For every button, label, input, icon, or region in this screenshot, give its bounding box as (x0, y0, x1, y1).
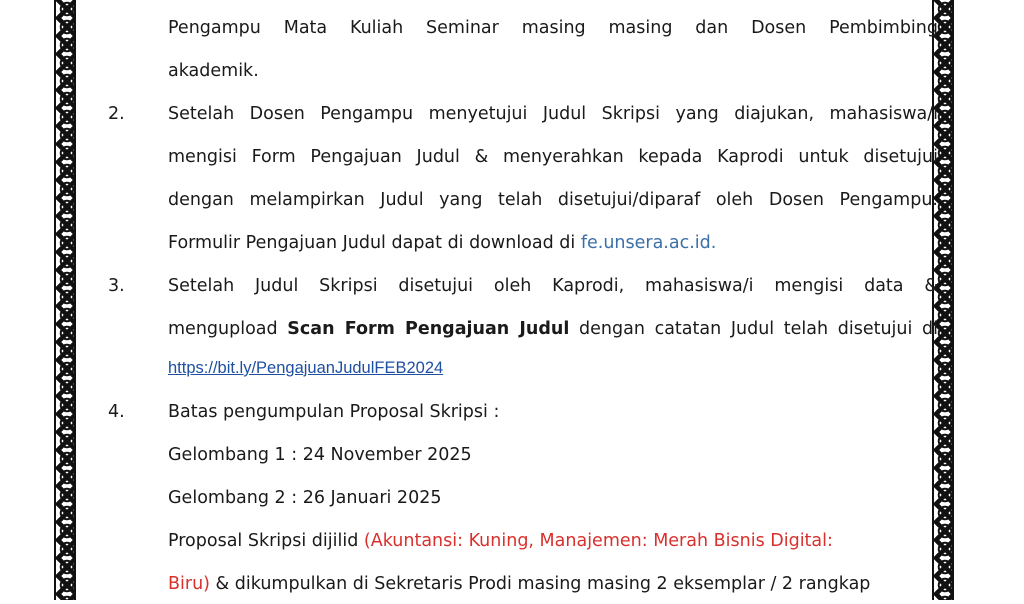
paragraph-line: mengisi Form Pengajuan Judul & menyerahkan kepada Kaprodi untuk disetujui (168, 147, 938, 167)
highlighted-text: (Akuntansi: Kuning, Manajemen: Merah Bisnis Digital: (363, 531, 833, 551)
paragraph-text: mengupload (168, 319, 288, 339)
list-number: 3. (108, 276, 125, 296)
paragraph-line (168, 564, 870, 604)
paragraph-line: Setelah Dosen Pengampu menyetujui Judul Skripsi yang diajukan, mahasiswa/i (168, 104, 938, 124)
registration-url-link[interactable]: https://bit.ly/PengajuanJudulFEB2024 (168, 359, 444, 377)
paragraph-text: Formulir Pengajuan Judul dapat di download di (168, 233, 581, 253)
paragraph-line (168, 521, 833, 561)
paragraph-line: Pengampu Mata Kuliah Seminar masing masing dan Dosen Pembimbing (168, 18, 938, 38)
paragraph-text: & dikumpulkan di Sekretaris Prodi masing masing 2 eksemplar / 2 rangkap (209, 574, 871, 594)
paragraph-line: Gelombang 1 : 24 November 2025 (168, 445, 472, 465)
bold-text: Scan Form Pengajuan Judul (287, 319, 570, 339)
website-link[interactable]: fe.unsera.ac.id. (580, 233, 717, 253)
paragraph-line (168, 223, 716, 263)
paragraph-line: Gelombang 2 : 26 Januari 2025 (168, 488, 442, 508)
list-number: 4. (108, 402, 125, 422)
paragraph-line (168, 309, 938, 349)
paragraph-text: dengan catatan Judul telah disetujui di (569, 319, 938, 339)
paragraph-line: akademik. (168, 61, 259, 81)
highlighted-text: Biru) (168, 574, 210, 594)
paragraph-line: Batas pengumpulan Proposal Skripsi : (168, 402, 500, 422)
list-number: 2. (108, 104, 125, 124)
paragraph-line (168, 348, 443, 388)
paragraph-line: Setelah Judul Skripsi disetujui oleh Kaprodi, mahasiswa/i mengisi data & (168, 276, 938, 296)
decorative-border-left (54, 0, 76, 600)
paragraph-line: dengan melampirkan Judul yang telah disetujui/diparaf oleh Dosen Pengampu. (168, 190, 938, 210)
paragraph-text: Proposal Skripsi dijilid (168, 531, 364, 551)
